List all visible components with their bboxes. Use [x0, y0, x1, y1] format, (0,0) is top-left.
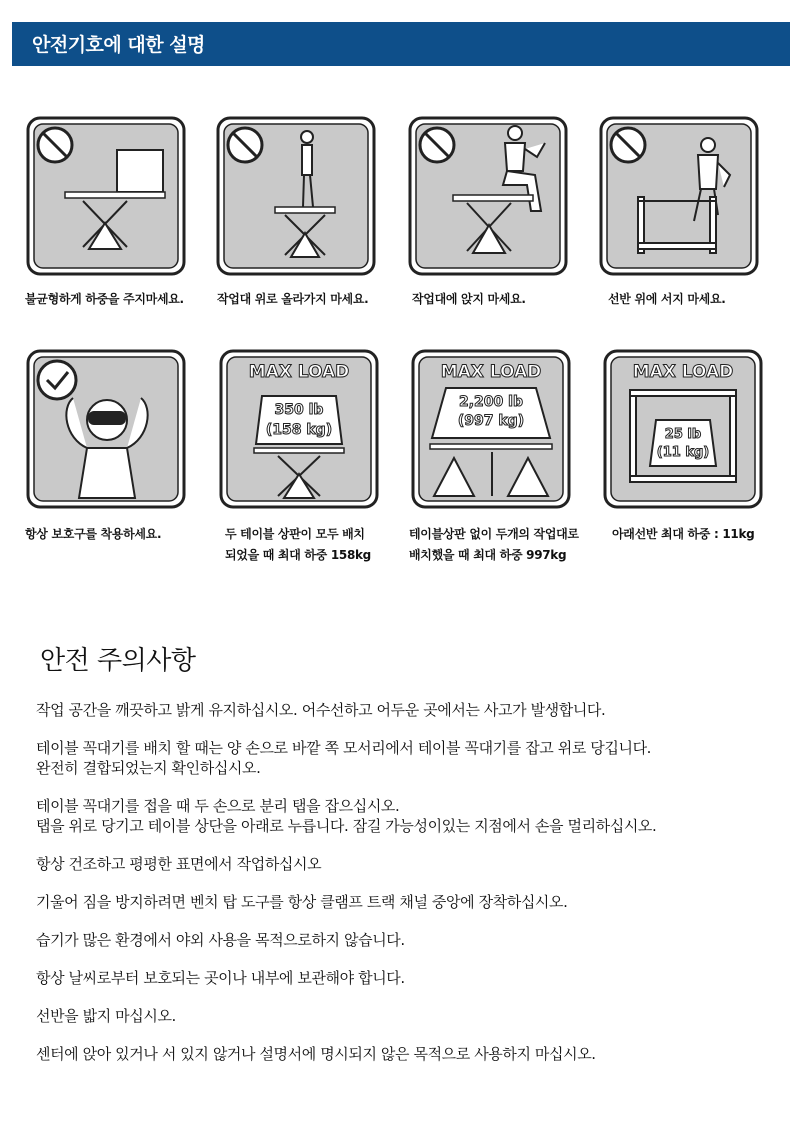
prohibited-icon	[420, 128, 454, 162]
sign-wear-protection	[25, 348, 187, 510]
safety-note: 센터에 앉아 있거나 서 있지 않거나 설명서에 명시되지 않은 목적으로 사용하지 마십시오.	[36, 1045, 596, 1063]
prohibited-icon	[228, 128, 262, 162]
safety-note: 테이블 꼭대기를 배치 할 때는 양 손으로 바깥 쪽 모서리에서 테이블 꼭대기를 잡고 위로 당깁니다. 완전히 결합되었는지 확인하십시오.	[36, 739, 652, 777]
prohibited-icon	[38, 128, 72, 162]
svg-text:2,200 lb: 2,200 lb	[459, 394, 523, 410]
sign-unbalanced-load	[25, 115, 187, 277]
sign-caption: 아래선반 최대 하중 : 11kg	[612, 527, 755, 541]
checkmark-icon	[38, 361, 76, 399]
svg-text:(158 kg): (158 kg)	[265, 422, 333, 438]
header-bar	[12, 22, 790, 66]
sign-max-load-tables	[218, 348, 380, 510]
sign-caption: 테이블상판 없이 두개의 작업대로 배치했을 때 최대 하중 997kg	[409, 527, 579, 562]
prohibited-icon	[611, 128, 645, 162]
sign-max-load-shelf	[602, 348, 764, 510]
header-title: 안전기호에 대한 설명	[32, 34, 205, 56]
svg-text:MAX LOAD: MAX LOAD	[632, 362, 734, 382]
sign-caption: 두 테이블 상판이 모두 배치 되었을 때 최대 하중 158kg	[225, 527, 371, 562]
svg-text:(997 kg): (997 kg)	[457, 413, 525, 429]
svg-text:MAX LOAD: MAX LOAD	[440, 362, 542, 382]
safety-notes	[36, 700, 766, 1082]
svg-text:350 lb: 350 lb	[274, 402, 324, 418]
sign-caption: 작업대에 앉지 마세요.	[412, 292, 526, 306]
sign-caption: 작업대 위로 올라가지 마세요.	[217, 292, 369, 306]
sign-no-sitting	[407, 115, 569, 277]
sign-no-standing-shelf	[598, 115, 760, 277]
safety-section-title: 안전 주의사항	[40, 646, 196, 676]
safety-note: 작업 공간을 깨끗하고 밝게 유지하십시오. 어수선하고 어두운 곳에서는 사고가 발생합니다.	[36, 701, 606, 719]
sign-caption: 불균형하게 하중을 주지마세요.	[25, 292, 184, 306]
safety-note: 습기가 많은 환경에서 야외 사용을 목적으로하지 않습니다.	[36, 931, 405, 949]
safety-note: 테이블 꼭대기를 접을 때 두 손으로 분리 탭을 잡으십시오. 탭을 위로 당기고 테이블 상단을 아래로 누릅니다. 잠길 가능성이있는 지점에서 손을 멀리하십시오.	[36, 797, 657, 835]
safety-note: 항상 건조하고 평평한 표면에서 작업하십시오	[36, 855, 322, 873]
svg-text:(11 kg): (11 kg)	[656, 445, 710, 460]
sign-caption: 선반 위에 서지 마세요.	[608, 292, 726, 306]
safety-note: 항상 날씨로부터 보호되는 곳이나 내부에 보관해야 합니다.	[36, 969, 405, 987]
sign-caption: 항상 보호구를 착용하세요.	[25, 527, 162, 541]
safety-note: 선반을 밟지 마십시오.	[36, 1007, 176, 1025]
sign-max-load-workbenches	[410, 348, 572, 510]
safety-note: 기울어 짐을 방지하려면 벤치 탑 도구를 항상 클램프 트랙 채널 중앙에 장착하십시오.	[36, 893, 568, 911]
svg-text:MAX LOAD: MAX LOAD	[248, 362, 350, 382]
sign-no-climbing	[215, 115, 377, 277]
svg-text:25 lb: 25 lb	[664, 427, 702, 442]
